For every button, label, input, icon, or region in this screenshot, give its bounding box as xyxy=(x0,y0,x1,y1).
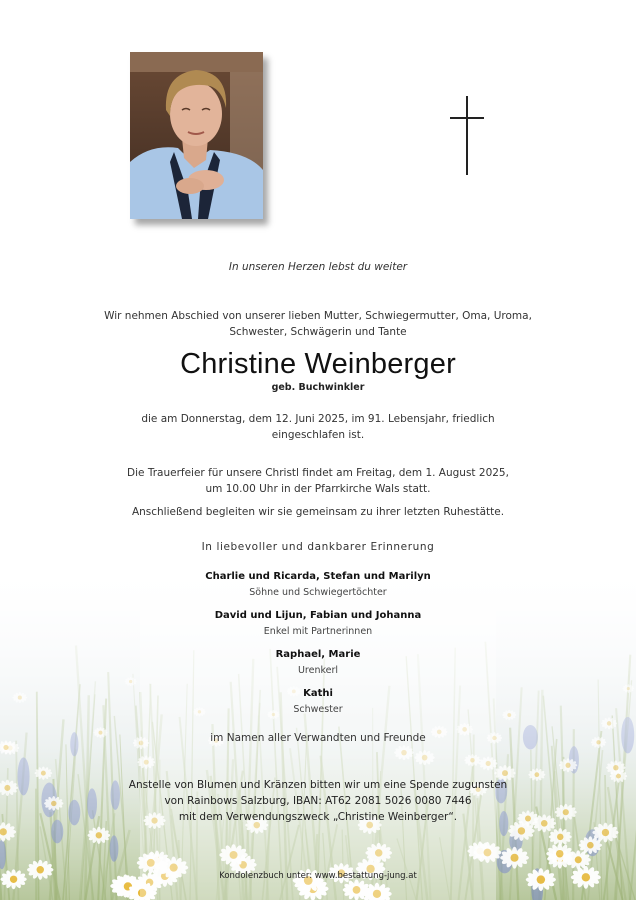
mourner-names: Raphael, Marie xyxy=(275,649,361,660)
intro-line-1: Wir nehmen Abschied von unserer lieben Mutter, Schwiegermutter, Oma, Uroma, xyxy=(104,310,532,322)
portrait-image xyxy=(130,52,263,219)
portrait-photo xyxy=(130,52,263,219)
donation-line-2: von Rainbows Salzburg, IBAN: AT62 2081 5026 0080 7446 xyxy=(164,795,472,807)
motto: In unseren Herzen lebst du weiter xyxy=(228,261,408,273)
mourner-relation: Schwester xyxy=(293,704,343,715)
intro-line-2: Schwester, Schwägerin und Tante xyxy=(229,326,407,338)
mourner-names: David und Lijun, Fabian und Johanna xyxy=(214,610,422,621)
donation-line-1: Anstelle von Blumen und Kränzen bitten wir um eine Spende zugunsten xyxy=(128,779,508,791)
funeral-line-2: um 10.00 Uhr in der Pfarrkirche Wals statt. xyxy=(205,483,431,495)
cross-vertical-bar xyxy=(466,96,468,175)
funeral-line-1: Die Trauerfeier für unsere Christl findet am Freitag, dem 1. August 2025, xyxy=(127,467,509,479)
death-notice-line-2: eingeschlafen ist. xyxy=(271,429,365,441)
memory-line: In liebevoller und dankbarer Erinnerung xyxy=(201,541,435,553)
donation-request xyxy=(0,777,636,825)
intro-text xyxy=(0,308,636,340)
mourner-relation: Urenkerl xyxy=(297,665,339,676)
mourner-names: Charlie und Ricarda, Stefan und Marilyn xyxy=(205,571,431,582)
mourner-relation: Enkel mit Partnerinnen xyxy=(263,626,373,637)
donation-line-3: mit dem Verwendungszweck „Christine Weinberger“. xyxy=(178,811,458,823)
birth-name: geb. Buchwinkler xyxy=(271,382,365,393)
condolence-book-link[interactable]: Kondolenzbuch unter: www.bestattung-jung.at xyxy=(219,871,417,881)
mourner-relation: Söhne und Schwiegertöchter xyxy=(249,587,387,598)
deceased-name: Christine Weinberger xyxy=(180,348,456,380)
death-notice-line-1: die am Donnerstag, dem 12. Juni 2025, im 91. Lebensjahr, friedlich xyxy=(141,413,495,425)
funeral-info xyxy=(0,465,636,497)
cross-horizontal-bar xyxy=(450,117,484,119)
burial-info: Anschließend begleiten wir sie gemeinsam zu ihrer letzten Ruhestätte. xyxy=(131,506,505,518)
death-notice xyxy=(0,411,636,443)
mourner-names: Kathi xyxy=(303,688,333,699)
closing-line: im Namen aller Verwandten und Freunde xyxy=(210,732,426,744)
